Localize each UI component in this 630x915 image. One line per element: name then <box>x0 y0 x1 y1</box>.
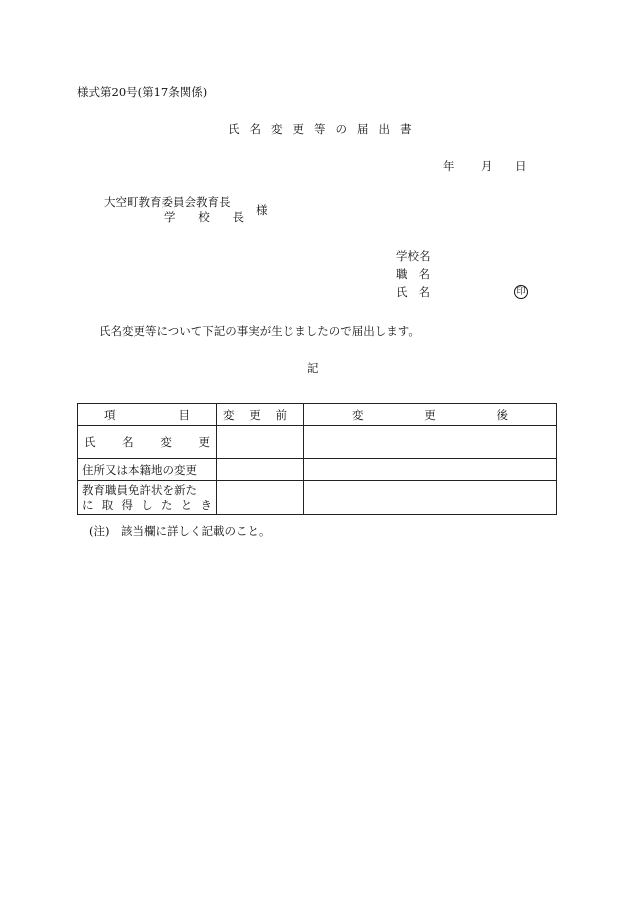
date-year: 年 <box>443 159 455 173</box>
row-before-cell[interactable] <box>217 481 304 515</box>
header-after: 変 更 後 <box>304 404 557 426</box>
body-text: 氏名変更等について下記の事実が生じましたので届出します。 <box>99 324 420 338</box>
name-label: 氏 名 <box>396 285 430 299</box>
row-after-cell[interactable] <box>304 481 557 515</box>
addressee-line1: 大空町教育委員会教育長 <box>104 195 231 209</box>
ki-heading: 記 <box>307 361 319 375</box>
row-label-license: 教育職員免許状を新た に 取 得 し た と き <box>78 481 217 515</box>
header-before: 変 更 前 <box>217 404 304 426</box>
addressee-line2: 学 校 長 <box>164 210 244 224</box>
row-after-cell[interactable] <box>304 459 557 481</box>
row-before-cell[interactable] <box>217 459 304 481</box>
form-number: 様式第20号(第17条関係) <box>77 85 208 99</box>
table-row <box>78 459 557 481</box>
seal-mark: 印 <box>514 285 528 299</box>
row-before-cell[interactable] <box>217 426 304 459</box>
table-row <box>78 481 557 515</box>
date-day: 日 <box>515 159 527 173</box>
table-header-row <box>78 404 557 426</box>
table-row <box>78 426 557 459</box>
header-item: 項 目 <box>78 404 217 426</box>
note: (注) 該当欄に詳しく記載のこと。 <box>89 524 271 538</box>
position-label: 職 名 <box>396 267 430 281</box>
row-label-address-change: 住所又は本籍地の変更 <box>78 459 217 481</box>
school-name-label: 学校名 <box>396 249 431 263</box>
date-month: 月 <box>481 159 493 173</box>
addressee-honorific: 様 <box>256 203 268 217</box>
document-title: 氏名変更等の届出書 <box>228 122 422 136</box>
row-after-cell[interactable] <box>304 426 557 459</box>
row-label-name-change: 氏 名 変 更 <box>78 426 217 459</box>
record-table <box>77 403 557 515</box>
